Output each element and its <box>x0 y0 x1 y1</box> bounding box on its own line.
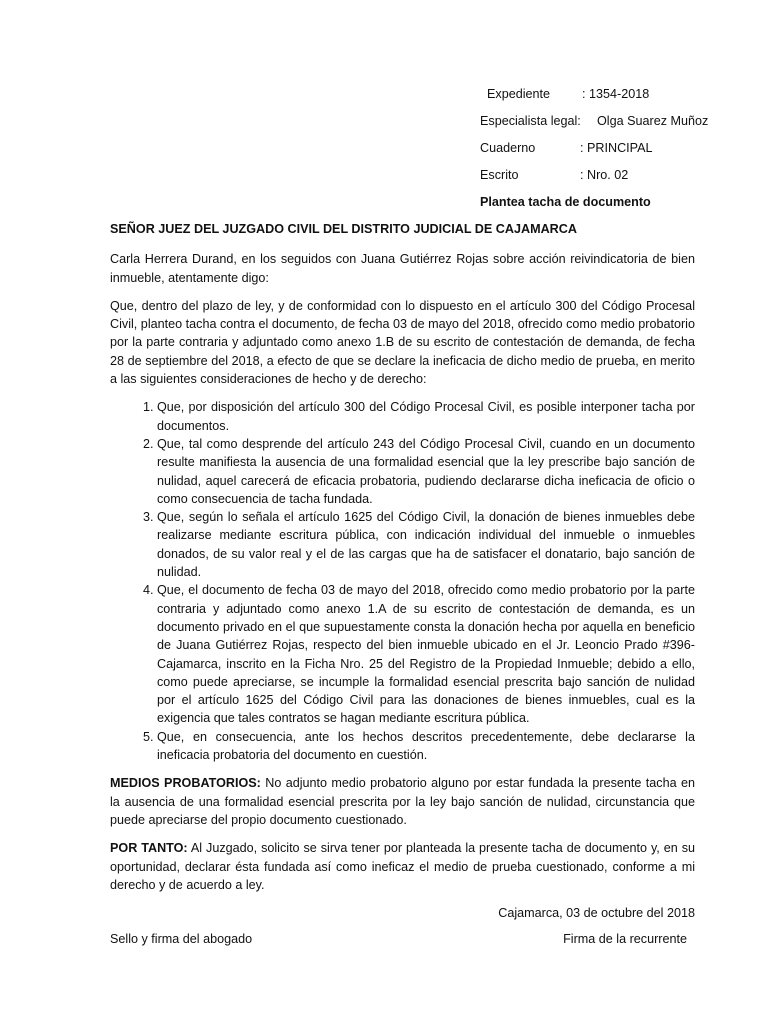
list-item: 2. Que, tal como desprende del artículo 243 del Código Procesal Civil, cuando en un documento resulte manifiesta la ausencia de una formalidad esencial que la ley prescribe bajo sanción de nulidad, aquel carecerá de eficacia probatoria, pudiendo declararse dicha ineficacia de oficio o como consecuencia de tacha fundada. <box>157 435 695 508</box>
cuaderno-value: : PRINCIPAL <box>580 141 653 155</box>
cuaderno-label: Cuaderno <box>480 141 536 155</box>
lawyer-signature-label: Sello y firma del abogado <box>110 932 253 947</box>
list-item: 4. Que, el documento de fecha 03 de mayo del 2018, ofrecido como medio probatorio por la parte contraria y adjuntado como anexo 1.A de su escrito de contestación de demanda, es un documento privado en el que supuestamente consta la donación hecha por aquella en beneficio de Juana Gutiérrez Rojas, respecto del bien inmueble ubicado en el Jr. Leoncio Prado #396-Cajamarca, inscrito en la Ficha Nro. 25 del Registro de la Propiedad Inmueble; debido a ello, como puede apreciarse, se incumple la formalidad esencial prescrita bajo sanción de nulidad por el artículo 1625 del Código Civil para las donaciones de bienes inmuebles, cual es la exigencia que tales contratos se hagan mediante escritura pública. <box>157 581 695 727</box>
expediente-value: : 1354-2018 <box>582 87 650 101</box>
date-line: Cajamarca, 03 de octubre del 2018 <box>498 906 695 921</box>
considerations-list <box>110 398 695 764</box>
signatures <box>110 930 695 950</box>
case-header <box>480 86 740 221</box>
escrito-label: Escrito <box>480 168 519 182</box>
intro-paragraph: Carla Herrera Durand, en los seguidos con Juana Gutiérrez Rojas sobre acción reivindicatoria de bien inmueble, atentamente digo: <box>110 252 695 285</box>
expediente-row <box>480 86 740 113</box>
especialista-label: Especialista legal: <box>480 114 581 128</box>
especialista-row <box>480 113 740 140</box>
escrito-row <box>480 167 740 194</box>
list-item: 1. Que, por disposición del artículo 300 del Código Procesal Civil, es posible interponer tacha por documentos. <box>157 398 695 435</box>
medios-paragraph <box>110 774 695 829</box>
medios-text: No adjunto medio probatorio alguno por estar fundada la presente tacha en la ausencia de una formalidad esencial prescrita por la ley bajo sanción de nulidad, circunstancia que puede apreciarse del propio documento cuestionado. <box>110 776 695 827</box>
sumilla-row <box>480 194 740 221</box>
list-item: 5. Que, en consecuencia, ante los hechos descritos precedentemente, debe declararse la ineficacia probatoria del documento en cuestión. <box>157 728 695 765</box>
addressee-title: SEÑOR JUEZ DEL JUZGADO CIVIL DEL DISTRITO JUDICIAL DE CAJAMARCA <box>110 222 577 236</box>
sumilla-text: Plantea tacha de documento <box>480 195 651 209</box>
portanto-label: POR TANTO: <box>110 841 188 856</box>
document-body <box>110 220 695 950</box>
cuaderno-row <box>480 140 740 167</box>
portanto-text: Al Juzgado, solicito se sirva tener por planteada la presente tacha de documento y, en su oportunidad, declarar ésta fundada así como ineficaz el medio de prueba cuestionado, conforme a mi derecho y de acuerdo a ley. <box>110 841 695 892</box>
portanto-paragraph <box>110 839 695 894</box>
expediente-label: Expediente <box>487 87 551 101</box>
list-item: 3. Que, según lo señala el artículo 1625 del Código Civil, la donación de bienes inmuebles debe realizarse mediante escritura pública, con indicación individual del inmueble o inmuebles donados, de su valor real y el de las cargas que ha de satisfacer el donatario, bajo sanción de nulidad. <box>157 508 695 581</box>
medios-label: MEDIOS PROBATORIOS: <box>110 776 261 791</box>
escrito-value: : Nro. 02 <box>580 168 629 182</box>
especialista-value: Olga Suarez Muñoz <box>597 114 709 128</box>
applicant-signature-label: Firma de la recurrente <box>563 932 687 947</box>
main-paragraph: Que, dentro del plazo de ley, y de conformidad con lo dispuesto en el artículo 300 del Código Procesal Civil, planteo tacha contra el documento, de fecha 03 de mayo del 2018, ofrecido como medio probatorio por la parte contraria y adjuntado como anexo 1.B de su escrito de contestación de demanda, de fecha 28 de septiembre del 2018, a efecto de que se declare la ineficacia de dicho medio de prueba, en merito a las siguientes consideraciones de hecho y de derecho: <box>110 298 695 387</box>
